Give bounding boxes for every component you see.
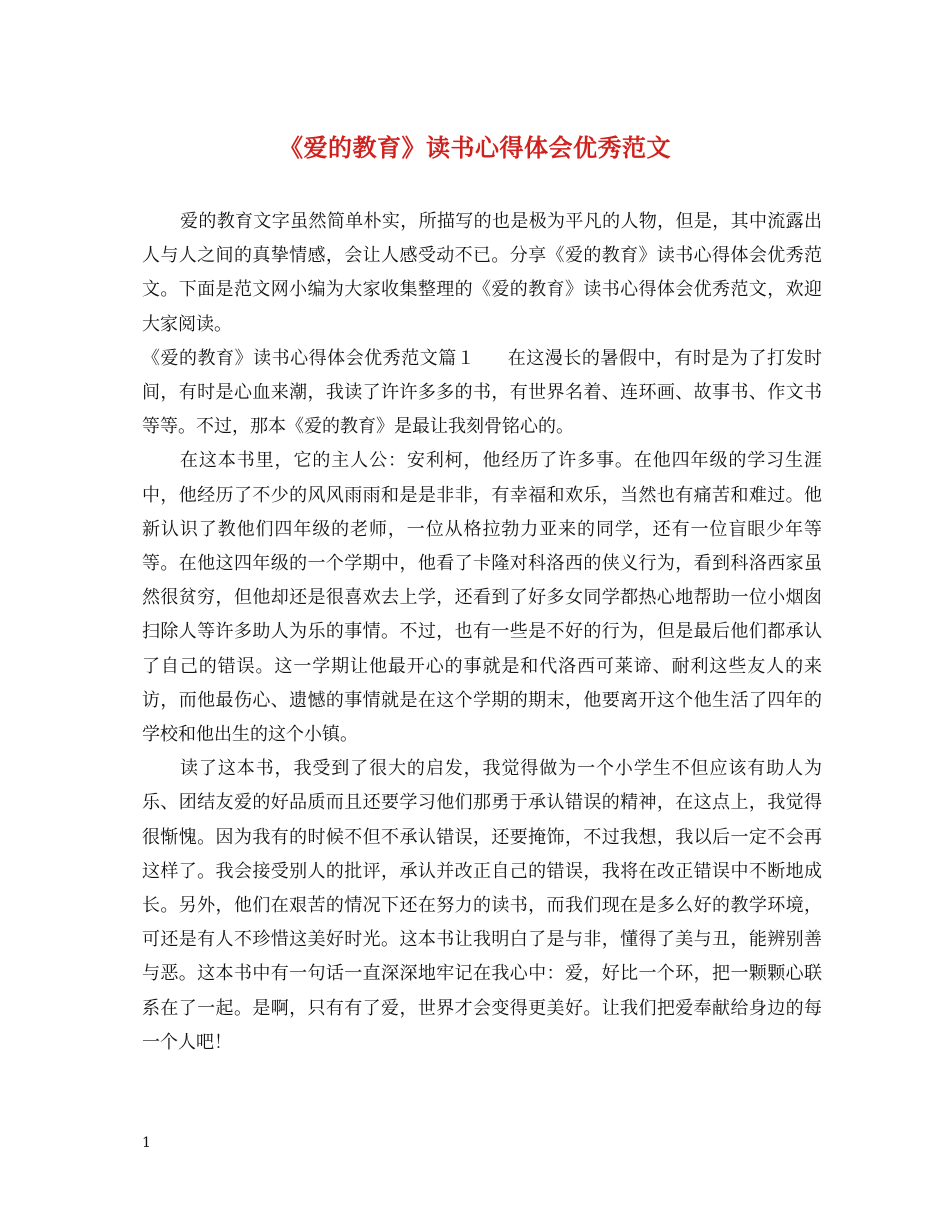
document-title: 《爱的教育》读书心得体会优秀范文 xyxy=(279,133,671,162)
body-paragraph-3: 读了这本书，我受到了很大的启发，我觉得做为一个小学生不但应该有助人为乐、团结友爱的好品质而且还要学习他们那勇于承认错误的精神，在这点上，我觉得很惭愧。因为我有的时候不但不承认错误，还要掩饰，不过我想，我以后一定不会再这样了。我会接受别人的批评，承认并改正自己的错误，我将在改正错误中不断地成长。另外，他们在艰苦的情况下还在努力的读书，而我们现在是多么好的教学环境，可还是有人不珍惜这美好时光。这本书让我明白了是与非，懂得了美与丑，能辨别善与恶。这本书中有一句话一直深深地牢记在我心中：爱，好比一个环，把一颗颗心联系在了一起。是啊，只有有了爱，世界才会变得更美好。让我们把爱奉献给身边的每一个人吧！ xyxy=(142,758,822,1053)
section-first-text: 在这漫长的暑假中，有时是为了打发时间，有时是心血来潮，我读了许许多多的书，有世界名着、连环画、故事书、作文书等等。不过，那本《爱的教育》是最让我刻骨铭心的。 xyxy=(142,347,823,438)
section-heading: 《爱的教育》读书心得体会优秀范文篇１ xyxy=(142,347,476,369)
section-paragraph xyxy=(142,342,822,445)
body-paragraph-2: 在这本书里，它的主人公：安利柯，他经历了许多事。在他四年级的学习生涯中，他经历了不少的风风雨雨和是是非非，有幸福和欢乐，当然也有痛苦和难过。他新认识了教他们四年级的老师，一位从格拉勃力亚来的同学，还有一位盲眼少年等等。在他这四年级的一个学期中，他看了卡隆对科洛西的侠义行为，看到科洛西家虽然很贫穷，但他却还是很喜欢去上学，还看到了好多女同学都热心地帮助一位小烟囱扫除人等许多助人为乐的事情。不过，也有一些是不好的行为，但是最后他们都承认了自己的错误。这一学期让他最开心的事就是和代洛西可莱谛、耐利这些友人的来访，而他最伤心、遗憾的事情就是在这个学期的期末，他要离开这个他生活了四年的学校和他出生的这个小镇。 xyxy=(142,450,822,746)
page-number: 1 xyxy=(142,1135,151,1151)
document-body xyxy=(142,205,822,1060)
intro-paragraph: 爱的教育文字虽然简单朴实，所描写的也是极为平凡的人物，但是，其中流露出人与人之间的真挚情感，会让人感受动不已。分享《爱的教育》读书心得体会优秀范文。下面是范文网小编为大家收集整理的《爱的教育》读书心得体会优秀范文，欢迎大家阅读。 xyxy=(142,211,822,335)
